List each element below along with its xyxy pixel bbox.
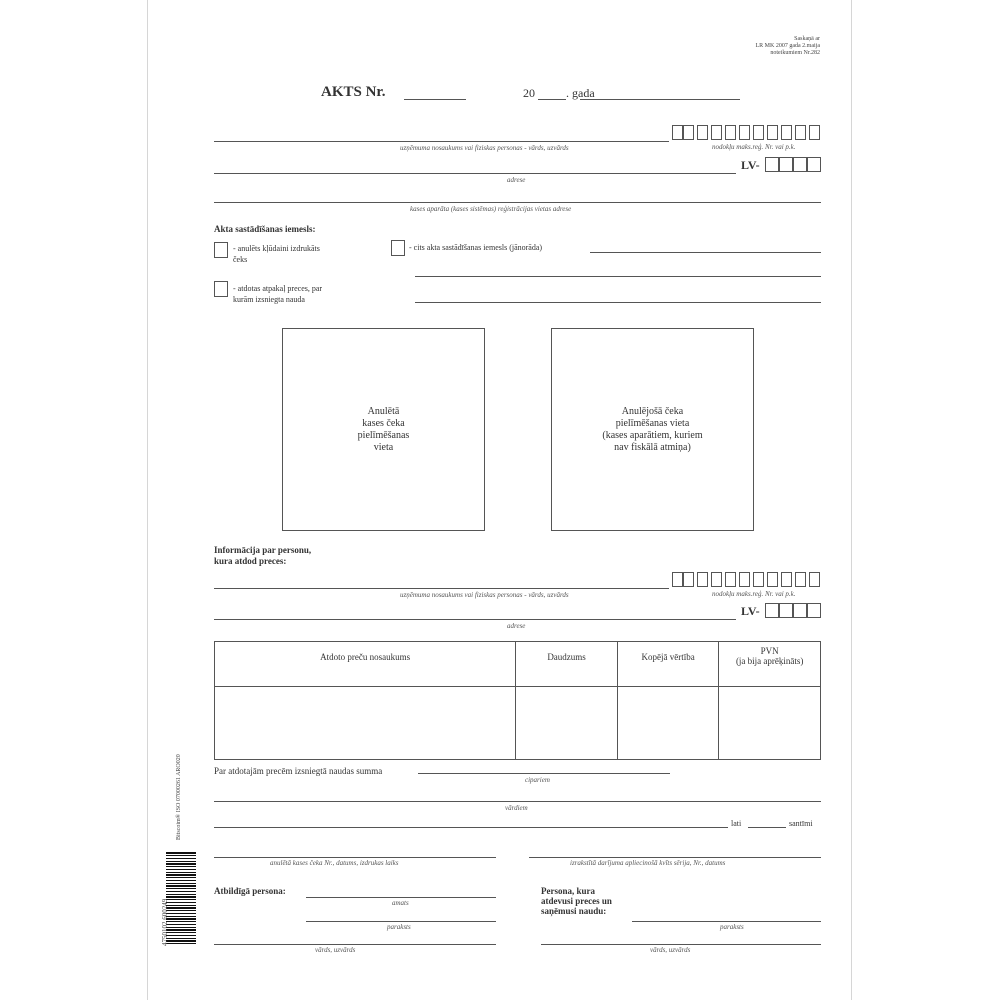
cell-total-value[interactable] xyxy=(617,687,719,760)
col-total-value: Kopējā vērtība xyxy=(617,642,719,687)
cell-goods-name[interactable] xyxy=(215,687,516,760)
barcode-number: 4750102 600249 xyxy=(161,898,169,946)
postcode-cell xyxy=(793,157,807,172)
reg-cell xyxy=(753,572,764,587)
reg-cell xyxy=(767,572,778,587)
legal-note-line: Saskaņā ar xyxy=(794,36,820,42)
company-line xyxy=(214,141,669,142)
responsible-person-label: Atbildīgā persona: xyxy=(214,886,286,896)
col-vat: PVN (ja bija aprēķināts) xyxy=(719,642,821,687)
annulled-receipt-box: Anulētā kases čeka pielīmēšanas vieta xyxy=(282,328,485,531)
payment-ref-line xyxy=(529,857,821,858)
document-title: AKTS Nr. xyxy=(321,84,386,100)
receiver-name-caption: vārds, uzvārds xyxy=(650,946,691,954)
responsible-position-line xyxy=(306,897,496,898)
reg-cell xyxy=(697,125,708,140)
responsible-sign-caption: paraksts xyxy=(387,923,411,931)
responsible-position-caption: amats xyxy=(392,899,409,907)
receiver-sign-caption: paraksts xyxy=(720,923,744,931)
postcode-cell xyxy=(807,157,821,172)
company-caption-2: uzņēmuma nosaukums vai fiziskas personas - vārds, uzvārds xyxy=(400,591,569,599)
year-prefix: 20 xyxy=(523,86,535,100)
reg-cell xyxy=(711,125,722,140)
reg-cell xyxy=(725,572,736,587)
postcode-cell xyxy=(765,603,779,618)
receipt-ref-line xyxy=(214,857,496,858)
reg-number-caption-2: nodokļu maks.reģ. Nr. vai p.k. xyxy=(712,590,796,598)
postcode-cell xyxy=(779,157,793,172)
reason-annulled-label: - anulēts kļūdaini izdrukāts čeks xyxy=(233,244,320,264)
address-caption-2: adrese xyxy=(507,622,526,630)
col-goods-name: Atdoto preču nosaukums xyxy=(215,642,516,687)
payment-ref-caption: izrakstītā darījuma apliecinošā kvīts sērija, Nr., datums xyxy=(570,859,726,867)
responsible-name-line xyxy=(214,944,496,945)
reg-cell xyxy=(795,572,806,587)
reg-cell xyxy=(711,572,722,587)
lv-label-2: LV- xyxy=(741,604,760,618)
cell-vat[interactable] xyxy=(719,687,821,760)
reason-returned-label: - atdotas atpakaļ preces, par kurām izsniegta nauda xyxy=(233,284,323,304)
santimi-line xyxy=(748,827,786,828)
santimi-label: santīmi xyxy=(789,819,813,828)
amount-words-line-2 xyxy=(214,827,728,828)
responsible-sign-line xyxy=(306,921,496,922)
print-side-label: Bitscoim® ISO 07000261 ARO020 xyxy=(176,754,182,840)
amount-words-line-1 xyxy=(214,801,821,802)
reg-cell xyxy=(697,572,708,587)
akts-number-line xyxy=(404,99,466,100)
reason-checkbox-returned[interactable] xyxy=(214,281,228,297)
address-line xyxy=(214,173,736,174)
col-quantity: Daudzums xyxy=(516,642,618,687)
reg-cell xyxy=(809,572,820,587)
annulling-receipt-box: Anulējošā čeka pielīmēšanas vieta (kases aparātiem, kuriem nav fiskālā atmiņa) xyxy=(551,328,754,531)
reg-cell xyxy=(781,125,792,140)
receiver-label: Persona, kura atdevusi preces un saņēmusi naudu: xyxy=(541,886,612,916)
other-reason-line xyxy=(415,302,821,303)
reg-cell xyxy=(725,125,736,140)
cash-register-address-line xyxy=(214,202,821,203)
reg-cell xyxy=(683,125,694,140)
company-line-2 xyxy=(214,588,669,589)
reg-cell xyxy=(672,572,683,587)
reasons-heading: Akta sastādīšanas iemesls: xyxy=(214,224,316,234)
amount-numbers-line xyxy=(418,773,670,774)
gada-label: . gada xyxy=(566,86,595,100)
reg-cell xyxy=(781,572,792,587)
reg-cell xyxy=(767,125,778,140)
other-reason-line xyxy=(415,276,821,277)
postcode-cell xyxy=(765,157,779,172)
reg-cell xyxy=(809,125,820,140)
legal-note xyxy=(700,36,820,57)
reg-cell xyxy=(739,125,750,140)
other-reason-line xyxy=(590,252,821,253)
reason-other-label: - cits akta sastādīšanas iemesls (jānorāda) xyxy=(409,243,543,252)
receiver-sign-line xyxy=(632,921,821,922)
amount-numbers-caption: cipariem xyxy=(525,776,550,784)
reason-checkbox-annulled[interactable] xyxy=(214,242,228,258)
reg-number-caption: nodokļu maks.reģ. Nr. vai p.k. xyxy=(712,143,796,151)
lv-label: LV- xyxy=(741,158,760,172)
reason-checkbox-other[interactable] xyxy=(391,240,405,256)
address-caption: adrese xyxy=(507,176,526,184)
amount-words-caption: vārdiem xyxy=(505,804,528,812)
table-header-row xyxy=(215,642,821,687)
amount-label: Par atdotajām precēm izsniegtā naudas summa xyxy=(214,766,383,776)
lati-label: lati xyxy=(731,819,742,828)
cell-quantity[interactable] xyxy=(516,687,618,760)
returned-goods-table xyxy=(214,641,821,760)
person-info-heading: Informācija par personu, kura atdod preces: xyxy=(214,545,312,566)
postcode-cell xyxy=(793,603,807,618)
postcode-cell xyxy=(807,603,821,618)
company-caption: uzņēmuma nosaukums vai fiziskas personas - vārds, uzvārds xyxy=(400,144,569,152)
postcode-cell xyxy=(779,603,793,618)
legal-note-line: LR MK 2007 gada 2.maija xyxy=(755,43,820,49)
responsible-name-caption: vārds, uzvārds xyxy=(315,946,356,954)
year-line xyxy=(538,99,566,100)
reg-cell xyxy=(739,572,750,587)
reg-cell xyxy=(683,572,694,587)
reg-cell xyxy=(753,125,764,140)
reg-cell xyxy=(672,125,683,140)
legal-note-line: noteikumiem Nr.282 xyxy=(770,50,820,56)
reg-cell xyxy=(795,125,806,140)
receipt-ref-caption: anulētā kases čeka Nr., datums, izdrukas laiks xyxy=(270,859,399,867)
barcode-image xyxy=(166,852,196,944)
address-line-2 xyxy=(214,619,736,620)
receiver-name-line xyxy=(541,944,821,945)
table-row xyxy=(215,687,821,760)
cash-register-address-caption: kases aparāta (kases sistēmas) reģistrācijas vietas adrese xyxy=(410,205,572,213)
date-line xyxy=(580,99,740,100)
